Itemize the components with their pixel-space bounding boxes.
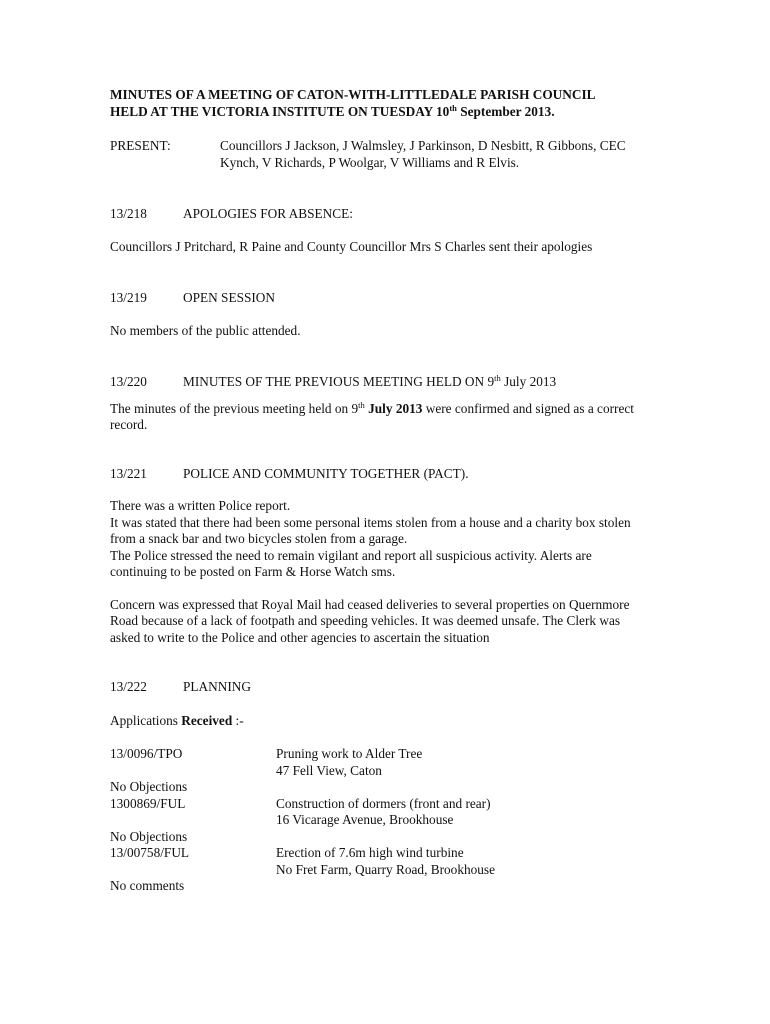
minutes-page [110,87,725,895]
text-superscript: th [358,399,365,410]
section-title: APOLOGIES FOR ABSENCE: [183,206,353,221]
section-219-text: No members of the public attended. [110,322,301,338]
section-title-end: July 2013 [500,374,557,389]
application-reference: 13/00758/FUL [110,845,190,860]
title-line-2-text: HELD AT THE VICTORIA INSTITUTE ON TUESDAY 10 [110,103,450,119]
paragraph-line: It was stated that there had been some personal items stolen from a house and a charity box stolen [110,514,631,530]
title-line-2 [110,104,725,121]
application-outcome: No Objections [110,779,188,794]
section-222-heading [110,679,725,696]
application-work: Erection of 7.6m high wind turbine [276,845,464,860]
planning-applications-list [110,746,725,895]
application-address: 16 Vicarage Avenue, Brookhouse [276,812,454,827]
application-reference: 13/0096/TPO [110,746,183,761]
section-218-heading [110,206,725,223]
application-work: Pruning work to Alder Tree [276,746,423,761]
paragraph-line: asked to write to the Police and other agencies to ascertain the situation [110,629,490,645]
text-bold-date: July 2013 [364,400,423,416]
section-220-line-2: record. [110,417,148,432]
planning-application [110,845,725,878]
application-address: No Fret Farm, Quarry Road, Brookhouse [276,861,495,877]
document-title [110,87,725,120]
text-part: The minutes of the previous meeting held on 9 [110,400,359,416]
section-title-text: MINUTES OF THE PREVIOUS MEETING HELD ON 9 [183,374,495,389]
application-work: Construction of dormers (front and rear) [276,795,491,811]
present-names [220,138,725,171]
section-220-line-1 [110,401,725,418]
applications-suffix: :- [232,712,244,728]
section-title: PLANNING [183,679,251,694]
paragraph-line: Concern was expressed that Royal Mail had ceased deliveries to several properties on Quernmore [110,596,630,612]
section-220-heading [110,374,725,391]
title-superscript: th [449,102,457,113]
applications-received-bold: Received [181,712,233,728]
paragraph-line: continuing to be posted on Farm & Horse Watch sms. [110,564,396,579]
application-address: 47 Fell View, Caton [276,762,382,778]
paragraph-line: The Police stressed the need to remain vigilant and report all suspicious activity. Alerts are [110,547,592,563]
section-number: 13/221 [110,465,147,481]
application-outcome: No Objections [110,828,188,844]
section-number: 13/218 [110,206,147,221]
section-220-text [110,401,725,434]
section-221-paragraph-1 [110,498,725,581]
application-reference: 1300869/FUL [110,795,186,811]
planning-application [110,746,725,779]
paragraph-line: There was a written Police report. [110,498,291,513]
section-218-text: Councillors J Pritchard, R Paine and County Councillor Mrs S Charles sent their apologies [110,238,593,254]
applications-received-line [110,713,725,730]
section-title [183,374,556,391]
application-description [276,845,725,878]
present-names-line-1: Councillors J Jackson, J Walmsley, J Parkinson, D Nesbitt, R Gibbons, CEC [220,138,626,153]
section-title: POLICE AND COMMUNITY TOGETHER (PACT). [183,465,469,481]
section-title-superscript: th [494,373,501,383]
title-line-1: MINUTES OF A MEETING OF CATON-WITH-LITTLEDALE PARISH COUNCIL [110,87,596,102]
application-description [276,796,725,829]
text-part: were confirmed and signed as a correct [422,400,634,416]
application-description [276,746,725,779]
paragraph-line: Road because of a lack of footpath and speeding vehicles. It was deemed unsafe. The Clerk was [110,613,621,628]
section-219-heading [110,290,725,307]
section-number: 13/222 [110,679,147,694]
section-title: OPEN SESSION [183,290,275,305]
applications-label: Applications [110,712,182,728]
section-number: 13/220 [110,374,147,389]
present-label: PRESENT: [110,138,171,153]
section-221-paragraph-2 [110,597,725,647]
paragraph-line: from a snack bar and two bicycles stolen from a garage. [110,531,408,546]
section-number: 13/219 [110,290,147,305]
application-outcome: No comments [110,878,185,893]
present-section [110,138,725,171]
present-names-line-2: Kynch, V Richards, P Woolgar, V Williams and R Elvis. [220,154,520,170]
title-line-2-end: September 2013. [456,103,555,119]
section-221-heading [110,466,725,483]
planning-application [110,796,725,829]
